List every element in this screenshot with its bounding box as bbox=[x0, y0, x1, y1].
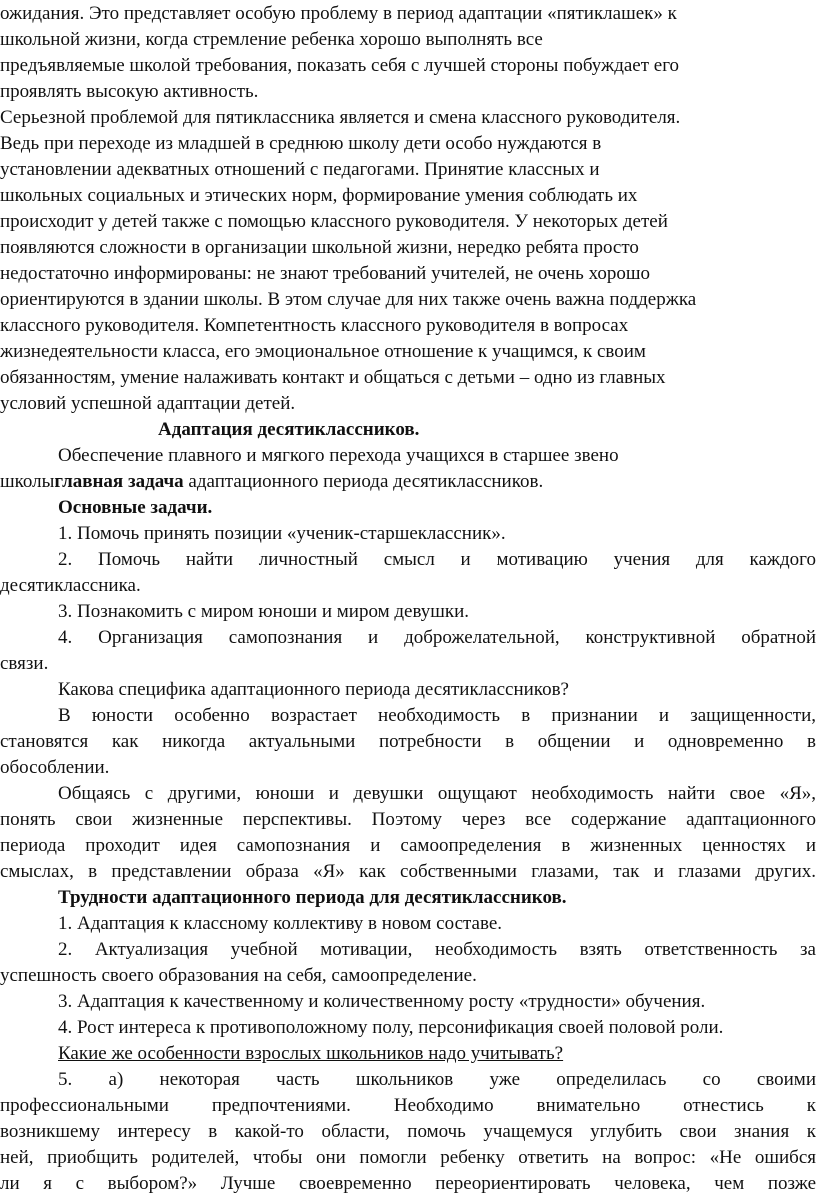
list-item: 2. Помочь найти личностный смысл и мотивацию учения для каждого bbox=[58, 549, 816, 570]
text-line: возникшему интересу в какой-то области, помочь учащемуся углубить свои знания к bbox=[0, 1121, 816, 1142]
emphasis-text: главная задача bbox=[54, 471, 184, 492]
text-line: условий успешной адаптации детей. bbox=[0, 393, 296, 414]
question-line: Какова специфика адаптационного периода десятиклассников? bbox=[58, 679, 569, 700]
text-line: ней, приобщить родителей, чтобы они помогли ребенку ответить на вопрос: «Не ошибся bbox=[0, 1147, 816, 1168]
text-line: классного руководителя. Компетентность классного руководителя в вопросах bbox=[0, 315, 629, 336]
text-line: В юности особенно возрастает необходимость в признании и защищенности, bbox=[58, 705, 816, 726]
text-line: школьных социальных и этических норм, формирование умения соблюдать их bbox=[0, 185, 638, 206]
underlined-question: Какие же особенности взрослых школьников надо учитывать? bbox=[58, 1043, 564, 1064]
section-heading: Трудности адаптационного периода для десятиклассников. bbox=[58, 887, 567, 908]
text-line: десятиклассника. bbox=[0, 575, 141, 596]
text-line: школьной жизни, когда стремление ребенка хорошо выполнять все bbox=[0, 29, 543, 50]
text-line: профессиональными предпочтениями. Необходимо внимательно отнестись к bbox=[0, 1095, 816, 1116]
list-item: 3. Адаптация к качественному и количественному росту «трудности» обучения. bbox=[58, 991, 706, 1012]
text-line bbox=[0, 470, 543, 494]
text-line: происходит у детей также с помощью классного руководителя. У некоторых детей bbox=[0, 211, 668, 232]
text-line: связи. bbox=[0, 653, 49, 674]
text-line: понять свои жизненные перспективы. Поэтому через все содержание адаптационного bbox=[0, 809, 816, 830]
text-line: недостаточно информированы: не знают требований учителей, не очень хорошо bbox=[0, 263, 650, 284]
list-item: 4. Рост интереса к противоположному полу, персонификация своей половой роли. bbox=[58, 1017, 724, 1038]
text-line: установлении адекватных отношений с педагогами. Принятие классных и bbox=[0, 159, 600, 180]
text-line: появляются сложности в организации школьной жизни, нередко ребята просто bbox=[0, 237, 639, 258]
list-item: 5. а) некоторая часть школьников уже определилась со своими bbox=[58, 1069, 816, 1090]
text-line: Ведь при переходе из младшей в среднюю школу дети особо нуждаются в bbox=[0, 133, 602, 154]
list-item: 2. Актуализация учебной мотивации, необходимость взять ответственность за bbox=[58, 939, 816, 960]
text-line: ожидания. Это представляет особую проблему в период адаптации «пятиклашек» к bbox=[0, 3, 677, 24]
text-line: обязанностям, умение налаживать контакт и общаться с детьми – одно из главных bbox=[0, 367, 666, 388]
text-line: обособлении. bbox=[0, 757, 110, 778]
text-line: Обеспечение плавного и мягкого перехода учащихся в старшее звено bbox=[58, 445, 619, 466]
list-item: 1. Адаптация к классному коллективу в новом составе. bbox=[58, 913, 503, 934]
list-item: 3. Познакомить с миром юноши и миром девушки. bbox=[58, 601, 470, 622]
text-line: становятся как никогда актуальными потребности в общении и одновременно в bbox=[0, 731, 816, 752]
text-line: успешность своего образования на себя, самоопределение. bbox=[0, 965, 477, 986]
text-line: жизнедеятельности класса, его эмоциональное отношение к учащимся, к своим bbox=[0, 341, 646, 362]
section-heading: Адаптация десятиклассников. bbox=[158, 419, 420, 440]
text-line: проявлять высокую активность. bbox=[0, 81, 259, 102]
text-line: ориентируются в здании школы. В этом случае для них также очень важна поддержка bbox=[0, 289, 697, 310]
text-run: школы bbox=[0, 471, 55, 492]
list-item: 1. Помочь принять позиции «ученик-старшеклассник». bbox=[58, 523, 506, 544]
text-line: предъявляемые школой требования, показать себя с лучшей стороны побуждает его bbox=[0, 55, 680, 76]
text-line: Общаясь с другими, юноши и девушки ощущают необходимость найти свое «Я», bbox=[58, 783, 816, 804]
text-line: ли я с выбором?» Лучше своевременно переориентировать человека, чем позже bbox=[0, 1173, 816, 1194]
text-line: периода проходит идея самопознания и самоопределения в жизненных ценностях и bbox=[0, 835, 816, 856]
text-line: Серьезной проблемой для пятиклассника является и смена классного руководителя. bbox=[0, 107, 681, 128]
text-line: смыслах, в представлении образа «Я» как собственными глазами, так и глазами других. bbox=[0, 861, 816, 882]
list-item: 4. Организация самопознания и доброжелательной, конструктивной обратной bbox=[58, 627, 816, 648]
text-run: адаптационного периода десятиклассников. bbox=[183, 471, 544, 492]
tasks-heading: Основные задачи. bbox=[58, 497, 213, 518]
